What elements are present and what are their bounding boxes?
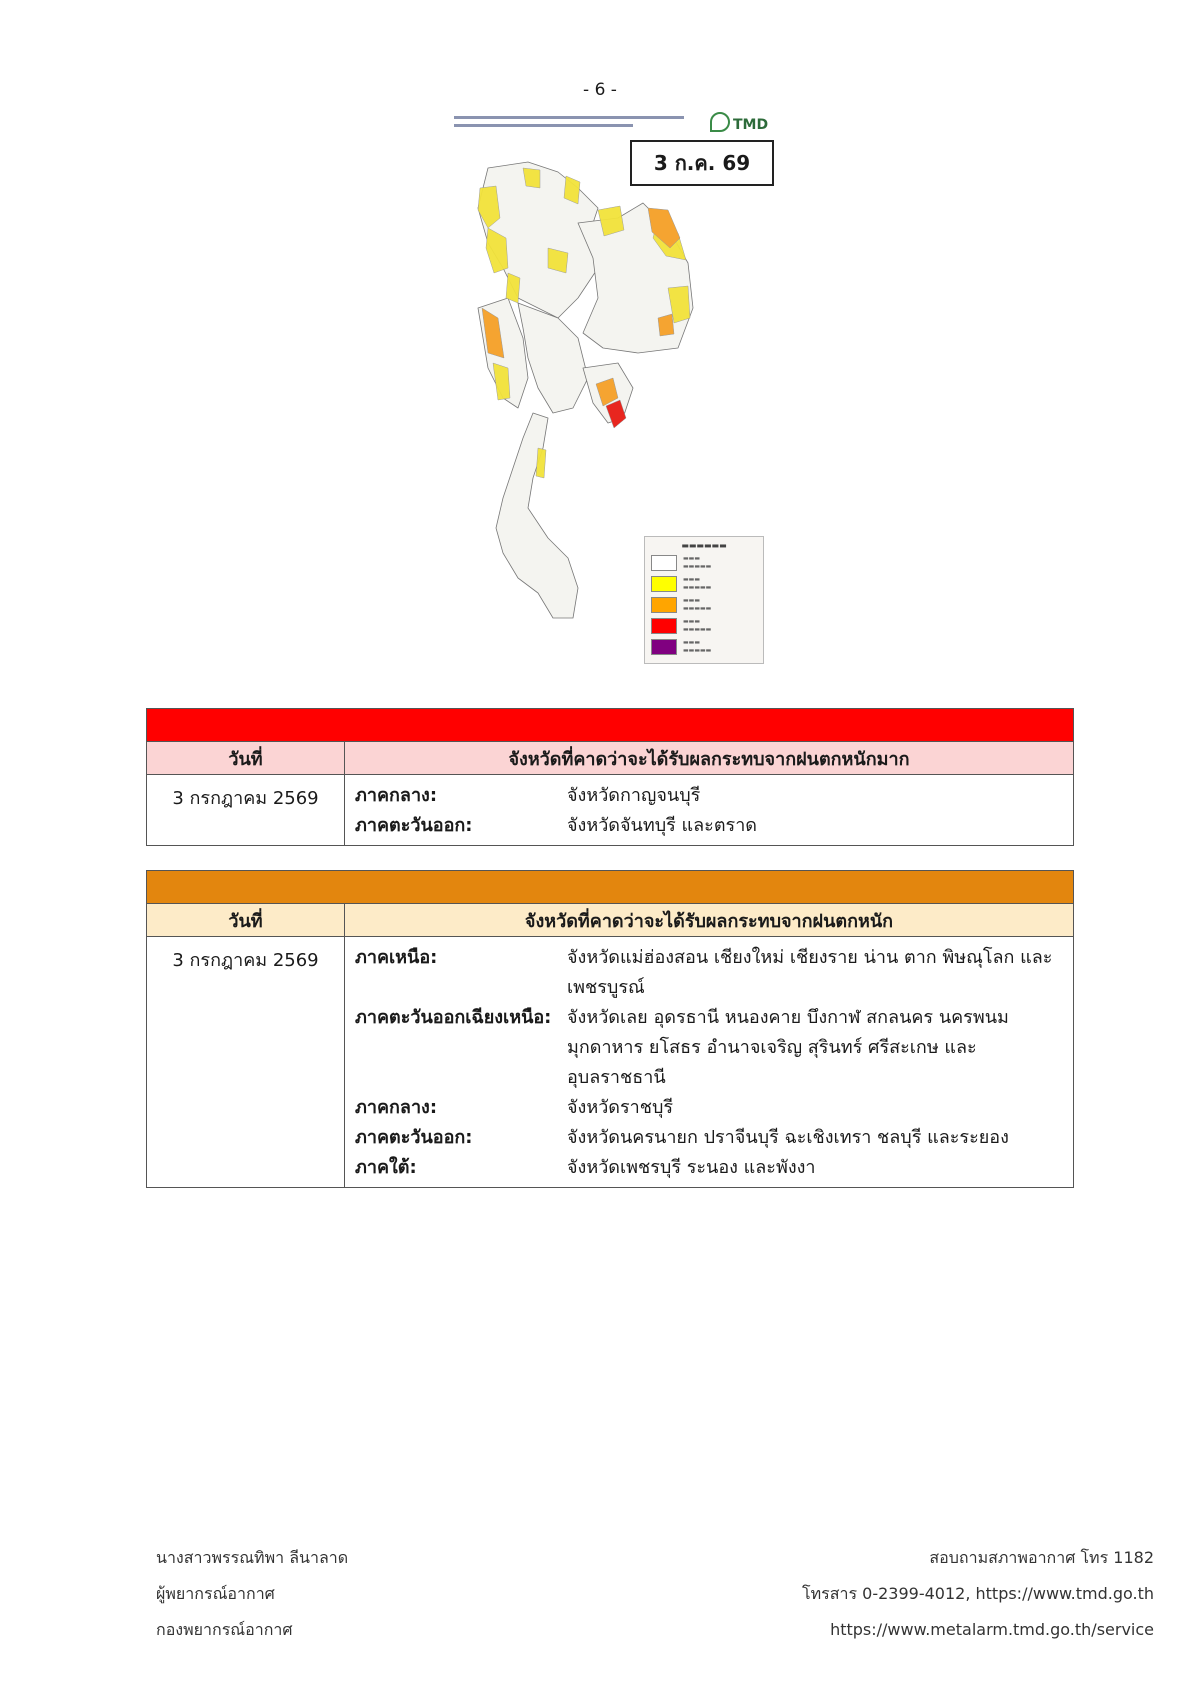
legend-swatch: [651, 597, 677, 613]
header-date: วันที่: [147, 904, 345, 937]
legend-item: ▬▬▬ ▬▬▬▬▬: [651, 554, 757, 572]
table-header-row: [147, 904, 1074, 937]
header-affected-provinces: จังหวัดที่คาดว่าจะได้รับผลกระทบจากฝนตกหนักมาก: [345, 742, 1074, 775]
region-row: [355, 943, 1063, 1003]
province-list: จังหวัดเพชรบุรี ระนอง และพังงา: [567, 1157, 816, 1178]
header-affected-provinces: จังหวัดที่คาดว่าจะได้รับผลกระทบจากฝนตกหนัก: [345, 904, 1074, 937]
contact-fax-website[interactable]: โทรสาร 0-2399-4012, https://www.tmd.go.th: [802, 1584, 1154, 1603]
forecaster-name: นางสาวพรรณทิพา ลีนาลาด: [156, 1548, 349, 1567]
legend-item: ▬▬▬ ▬▬▬▬▬: [651, 575, 757, 593]
table-header-row: [147, 742, 1074, 775]
legend-item: ▬▬▬ ▬▬▬▬▬: [651, 596, 757, 614]
contact-phone: สอบถามสภาพอากาศ โทร 1182: [929, 1548, 1154, 1567]
heavy-rain-table: [146, 870, 1074, 1188]
footer-contact: [802, 1540, 1154, 1648]
map-date-box: 3 ก.ค. 69: [630, 140, 774, 186]
map-header-text: [454, 116, 684, 132]
province-list: จังหวัดราชบุรี: [567, 1097, 674, 1118]
forecaster-title: ผู้พยากรณ์อากาศ: [156, 1584, 275, 1603]
legend-swatch: [651, 618, 677, 634]
province-list: จังหวัดแม่ฮ่องสอน เชียงใหม่ เชียงราย น่าน ตาก พิษณุโลก และเพชรบูรณ์: [567, 947, 1053, 998]
province-list: จังหวัดนครนายก ปราจีนบุรี ฉะเชิงเทรา ชลบุรี และระยอง: [567, 1127, 1009, 1148]
severity-bar-red: [147, 709, 1074, 742]
leaf-icon: [710, 112, 730, 132]
legend-title: ▬▬▬▬▬▬: [681, 541, 727, 550]
contact-service-link[interactable]: https://www.metalarm.tmd.go.th/service: [830, 1620, 1154, 1639]
table-row: [147, 775, 1074, 846]
region-label: ภาคกลาง:: [355, 1097, 438, 1118]
footer-signature: [156, 1540, 348, 1648]
table-row: [147, 937, 1074, 1188]
provinces-cell: [345, 937, 1074, 1188]
province-list: จังหวัดกาญจนบุรี: [567, 785, 701, 806]
region-label: ภาคตะวันออกเฉียงเหนือ:: [355, 1007, 552, 1028]
date-cell: 3 กรกฎาคม 2569: [147, 775, 345, 846]
region-row: [355, 811, 1063, 841]
severity-bar-orange: [147, 871, 1074, 904]
header-date: วันที่: [147, 742, 345, 775]
region-row: [355, 781, 1063, 811]
very-heavy-rain-table: [146, 708, 1074, 846]
rainfall-forecast-map: [448, 108, 784, 668]
page-number: - 6 -: [583, 80, 617, 100]
legend-swatch: [651, 555, 677, 571]
map-region-northeast: [578, 203, 693, 353]
map-region-south: [496, 413, 578, 618]
region-row: [355, 1093, 1063, 1123]
tmd-logo: TMD: [710, 112, 768, 133]
province-list: จังหวัดเลย อุดรธานี หนองคาย บึงกาฬ สกลนคร นครพนม มุกดาหาร ยโสธร อำนาจเจริญ สุรินทร์ ศรีสะเกษ และอุบลราชธานี: [567, 1007, 1009, 1088]
legend-swatch: [651, 639, 677, 655]
region-label: ภาคใต้:: [355, 1157, 417, 1178]
provinces-cell: [345, 775, 1074, 846]
forecaster-division: กองพยากรณ์อากาศ: [156, 1620, 293, 1639]
region-label: ภาคกลาง:: [355, 785, 438, 806]
map-legend: [644, 536, 764, 664]
region-row: [355, 1123, 1063, 1153]
map-region-central: [518, 303, 588, 413]
province-list: จังหวัดจันทบุรี และตราด: [567, 815, 757, 836]
legend-item: ▬▬▬ ▬▬▬▬▬: [651, 638, 757, 656]
region-row: [355, 1003, 1063, 1093]
region-row: [355, 1153, 1063, 1183]
region-label: ภาคเหนือ:: [355, 947, 438, 968]
region-label: ภาคตะวันออก:: [355, 1127, 473, 1148]
region-label: ภาคตะวันออก:: [355, 815, 473, 836]
date-cell: 3 กรกฎาคม 2569: [147, 937, 345, 1188]
legend-swatch: [651, 576, 677, 592]
legend-item: ▬▬▬ ▬▬▬▬▬: [651, 617, 757, 635]
